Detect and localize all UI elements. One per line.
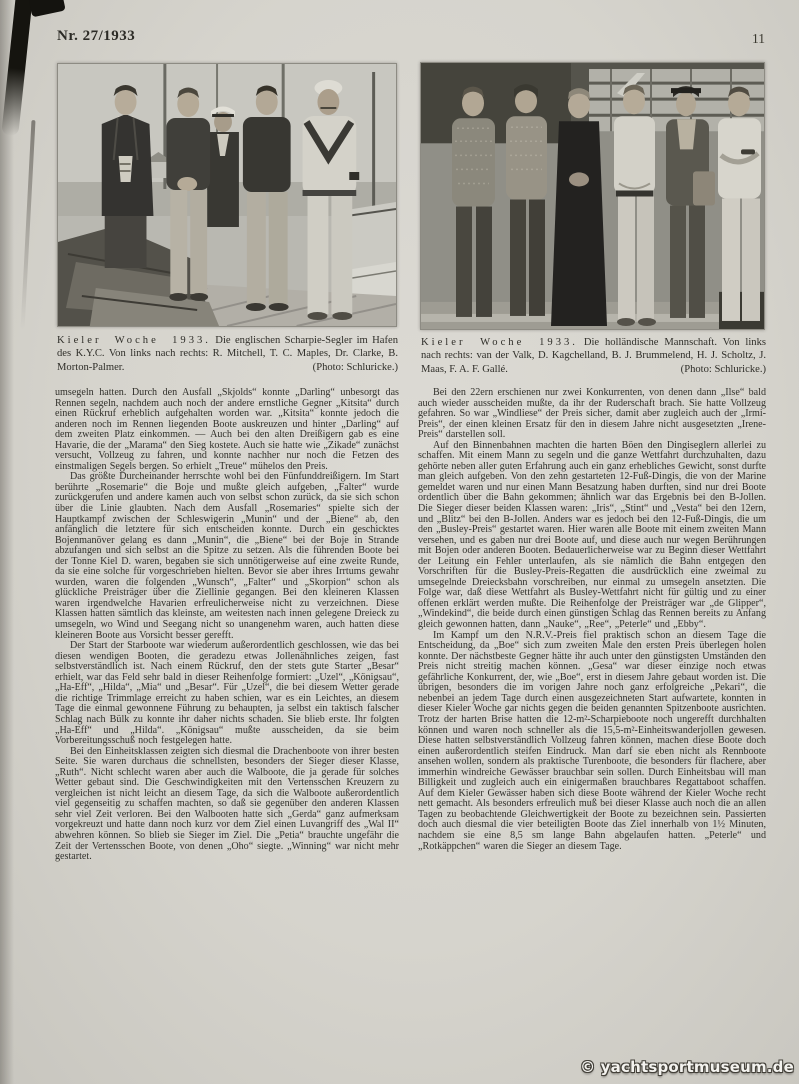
- paragraph: Bei den Einheitsklassen zeigten sich diesmal die Drachenboote von ihrer besten Seite. Sie waren durchaus die schnellsten, besonders der Sieger dieser Klasse, „Ruth“. Nicht schlecht waren aber auch die Walboote, die ja gerade für solches Wetter gebaut sind. Die Geschwindigkeiten mit den Vertensschen Kreuzern zu vergleichen ist nicht leicht an diesem Tage, da sich die Walboote außerordentlich viel gegenseitig zu schaffen machten, so daß sie gegenüber den anderen Klassen sehr viel Zeit verloren. Bei den Walbooten hatte sich „Gerda“ ganz aufmerksam vorgekreuzt und hatte dann noch kurz vor dem Ziel einen Luvangriff des „Wal II“ abwehren können. So blieb sie Sieger im Ziel. Die „Petia“ brauchte ungefähr die Zeit der Vertensschen Boote, von denen „Oho“ siegte. „Winning“ war nicht mehr gestartet.: [55, 745, 399, 863]
- caption-left: [57, 334, 398, 374]
- paragraph: Bei den 22ern erschienen nur zwei Konkurrenten, von denen dann „Ilse“ bald auch wieder ausscheiden mußte, da ihr der Ruderschaft brach. Sie hatte Vollzeug gefahren. So war „Windliese“ der Preis sicher, damit aber zugleich auch der „Irmi-Preis“, der einen kleinen Ersatz für den in diesem Jahre nicht ausgesetzten „Irene-Preis“ darstellen soll.: [418, 387, 766, 441]
- paragraph: Auf den Binnenbahnen machten die harten Böen den Dingiseglern allerlei zu schaffen. Mit einem Mann zu segeln und die ganze Wettfahrt durchzuhalten, dazu gehörte neben aller guten Erfahrung auch ein ganz erhebliches Gewicht, sonst durfte man gleich aufgeben. Von den zehn gestarteten 12-Fuß-Dingis, die von der Marine gemeldet waren und nur einen Mann Besatzung haben durften, sind nur drei Boote ordentlich über die Bahn gekommen; ähnlich war das Ergebnis bei den B-Jollen. Die Sieger dieser beiden Klassen waren: „Iris“, „Stint“ und „Vesta“ bei den 12ern, und „Blitz“ bei den B-Jollen. Anders war es jedoch bei den 12-Fuß-Dingis, die um den „Busley-Preis“ gestartet waren. Hier waren alle Boote mit einem zweiten Mann versehen, und es gaben nur drei Boote auf, und diese auch nur wegen Berührungen mit Bojen oder anderen Booten. Bedauerlicherweise war zu Beginn dieser Wettfahrt der Leitung ein Fehler unterlaufen, als sie nämlich die Bahn entgegen den Vorschriften für die Busley-Preis-Regatten die ausdrücklich eine zweimal zu umsegelnde Dreiecksbahn vorschreiben, nur einmal zu umsegeln ansetzten. Die Folge war, daß diese Wettfahrt als Busley-Wettfahrt nicht für gültig und zu einer offenen erklärt werden mußte. Die Reihenfolge der Preisträger war „de Glipper“, „Windekind“, die beide durch einen günstigen Schlag das Rennen bereits zu Anfang gleich gewonnen hatten, dann „Nauke“, „Ree“, „Peterle“ und „Ebby“.: [418, 439, 766, 631]
- caption-left-text: Die englischen Scharpie-Segler im Hafen des K.Y.C. Von links nach rechts: R. Mitchell, T. C. Maples, Dr. Clarke, B. Morton-Palmer.: [57, 335, 398, 373]
- watermark: © yachtsportmuseum.de: [580, 1058, 794, 1076]
- scan-artifact-line: [21, 120, 36, 330]
- team-member-figure: [551, 88, 607, 326]
- caption-right-credit: (Photo: Schluricke.): [680, 363, 766, 375]
- photo-right-illustration: [421, 63, 764, 329]
- caption-right-lead: Kieler Woche 1933.: [421, 337, 578, 348]
- team-member-figure: [718, 87, 761, 321]
- binding-shadow: [0, 0, 14, 1084]
- page-number: 11: [752, 31, 765, 46]
- paragraph: Der Start der Starboote war wiederum außerordentlich geschlossen, wie das bei diesen wendigen Booten, die geradezu etwas Jollenähnliches zeigen, fast selbstverständlich ist. Nach einem Rückruf, den der stets gute Starter „Besar“ erhielt, war das Feld sehr bald in dieser Reihenfolge formiert: „Uzel“, „Königsau“, „Ha-Eff“, „Hilda“, „Mia“ und „Besar“. Für „Uzel“, die bei diesem Wetter gerade die richtige Trimmlage erreicht zu haben schien, war es ein Leichtes, an diesem Tage die einmal gewonnene Führung zu behaupten, ja selbst ein taktisch falscher Schlag nach Bülk zu konnte ihr daher nichts schaden. Sie blieb erste. Ihr folgten „Ha-Eff“ und „Hilda“. „Königsau“ mußte ausscheiden, da sie beim Vorbereitungsschuß noch festgelegen hatte.: [55, 640, 399, 747]
- issue-number: Nr. 27/1933: [57, 28, 136, 44]
- paragraph: Das größte Durcheinander herrschte wohl bei den Fünfunddreißigern. Im Start berührte „Rosemarie“ die Boje und mußte gleich aufgeben, „Falter“ wurde zurückgerufen und andere kamen auch von selbst schon zurück, da sie sich schon über die Linie glaubten. Nach dem Ausfall „Rosemaries“ spielte sich der Hauptkampf zwischen der Schleswigerin „Munin“ und der „Biene“ ab, den anfänglich die letztere für sich entscheiden konnte. Durch ein geschicktes Bojenmanöver gelang es dann „Munin“, die „Biene“ bei der Boje in Strande abzufangen und sich selbst an die Spitze zu setzen. Als die führenden Boote bei der Tonne Kiel D. waren, begaben sie sich unnötigerweise auf eine zweite Runde, da sie eine solche für vorgeschrieben hielten. Bevor sie aber ihres Irrtums gewahr wurden, waren die folgenden „Wunsch“, „Falter“ und „Skorpion“ schon als glückliche Preisträger über die Ziellinie gegangen. Bei den kleineren Klassen waren irgendwelche Havarien erfreulicherweise nicht zu verzeichnen. Diese Klassen hatten sämtlich das kleinste, am weitesten nach innen gelegene Dreieck zu umsegeln, wo Wind und Seegang nicht so unangenehm waren, auch hatten diese kleineren Boote aus Vorsicht besser gerefft.: [55, 471, 399, 641]
- photo-dutch-team: [420, 62, 765, 330]
- left-column: [55, 388, 399, 863]
- team-member-figure: [614, 85, 656, 326]
- caption-right-text: Die holländische Mannschaft. Von links nach rechts: van der Valk, D. Kagchelland, B. J. Brummelend, H. J. Scholtz, J. Maas, F. A. F. Gallé.: [421, 337, 767, 375]
- caption-right: [421, 336, 766, 376]
- right-column: [418, 388, 766, 852]
- caption-left-credit: (Photo: Schluricke.): [312, 361, 398, 373]
- paragraph: Im Kampf um den N.R.V.-Preis fiel praktisch schon an diesem Tage die Entscheidung, da „Boe“ sich zum zweiten Male den ersten Preis überlegen holen konnte. Der nächstbeste Gegner hätte ihr auch unter den günstigsten Umständen den Preis nicht streitig machen können. „Gesa“ war dieser einzige noch etwas gefährliche Konkurrent, der, wie „Boe“, erst in diesem Jahre gebaut worden ist. Die übrigen, besonders die im vorigen Jahre noch ganz erfolgreiche „Pekari“, die nebenbei an jedem Tage durch einen ausgezeichneten Start aufwartete, konnten in dieser Kieler Woche gar nichts gegen die beiden genannten Spitzenboote ausrichten. Trotz der harten Brise hatten die 12-m²-Scharpieboote noch ungerefft durchhalten können und waren noch schneller als die 15,5-m²-Einheitswanderjollen gewesen. Diese hatten selbstverständlich Vollzeug fahren können, machen diese Boote doch einen außerordentlich steifen Eindruck. Man darf sie eben nicht als Rennboote ansehen wollen, sondern als praktische Turenboote, die besonders für flachere, aber immerhin windreiche Gewässer brauchbar sein sollen. Durch Einheitsbau will man Billigkeit und zugleich auch ein einigermaßen brauchbares Regattaboot schaffen. Auf dem Kieler Gewässer haben sich diese Boote während der Kieler Woche recht nett gemacht. Als besonders erfreulich muß bei dieser Klasse auch noch die an allen Tagen zu beobachtende Gleichwertigkeit der Boote zu bezeichnen sein. Passierten doch auch diesmal die vier beteiligten Boote das Ziel innerhalb von 1½ Minuten, nachdem sie eine 8,5 sm lange Bahn abgelaufen hatten. „Peterle“ und „Rotkäppchen“ waren die Sieger an diesem Tage.: [418, 629, 766, 852]
- paragraph: umsegeln hatten. Durch den Ausfall „Skjolds“ konnte „Darling“ unbesorgt das Rennen segeln, nachdem auch noch der andere ernstliche Gegner „Kitsita“ durch einen Rückruf erheblich aufgehalten worden war. „Kitsita“ konnte jedoch die anderen noch im Rennen liegenden Boote auskreuzen und hinter „Darling“ auf dem zweiten Platz einkommen. — Auch bei den alten Dreißigern gab es eine Havarie, die der „Marama“ den Sieg kostete. Auch sie hatte wie „Zikade“ zunächst versucht, Vollzeug zu fahren, und konnte nachher nur noch die Fetzen des einstmaligen Segels bergen. So erhielt „Treue“ mühelos den Preis.: [55, 387, 399, 472]
- caption-left-lead: Kieler Woche 1933.: [57, 335, 211, 346]
- photo-left-illustration: [58, 64, 396, 326]
- photo-english-scharpie-sailors: [57, 63, 397, 327]
- scan-artifact-blob: [28, 0, 65, 17]
